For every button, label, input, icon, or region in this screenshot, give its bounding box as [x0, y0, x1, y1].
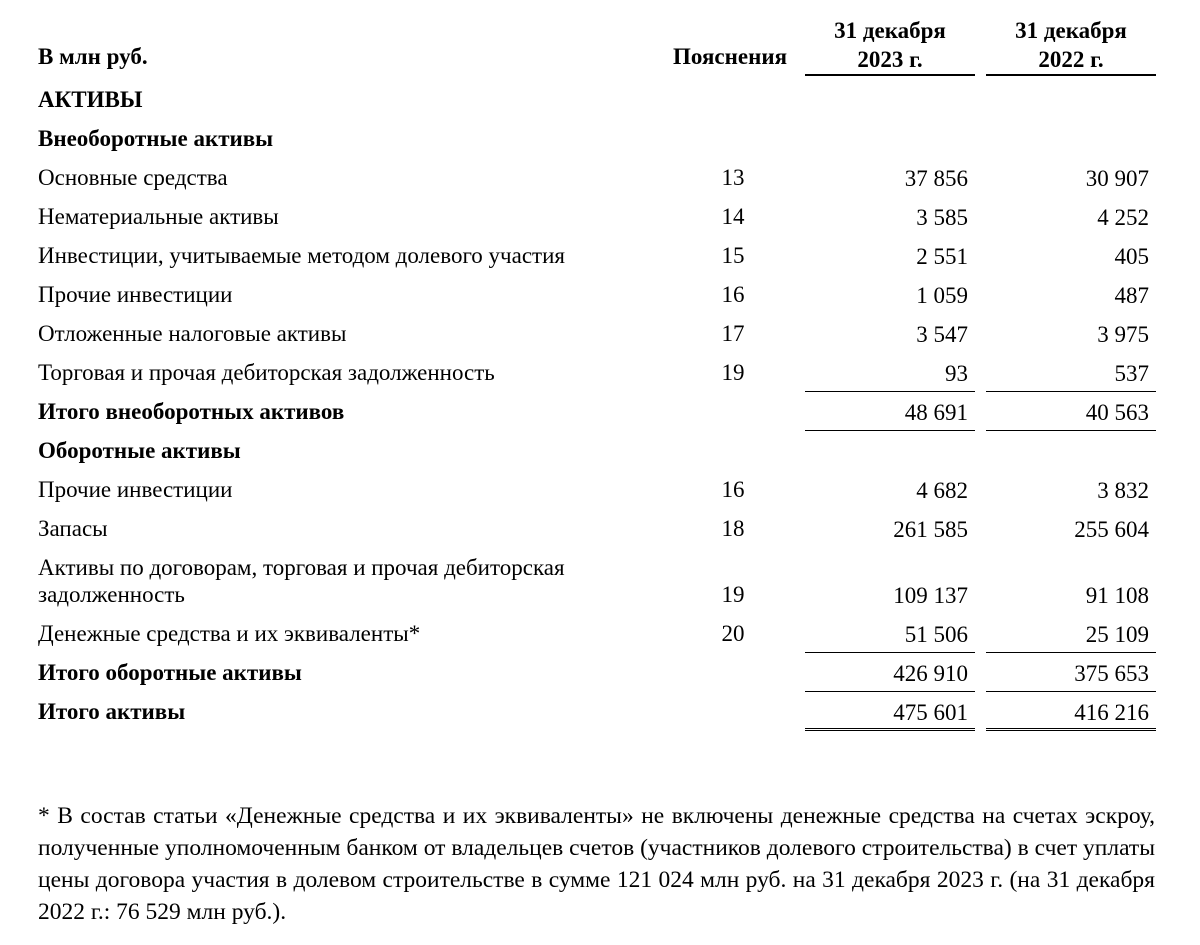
row-label: Итого внеоборотных активов	[38, 399, 345, 424]
value-2023: 1 059	[916, 283, 968, 308]
row-label: Основные средства	[38, 165, 228, 190]
row-label: Прочие инвестиции	[38, 282, 233, 307]
row-note: 17	[721, 321, 745, 346]
table-row	[38, 236, 1156, 275]
row-label-line1: Активы по договорам, торговая и прочая дебиторская	[38, 555, 565, 580]
value-2022: 416 216	[986, 698, 1156, 731]
value-2022: 91 108	[1085, 583, 1149, 608]
value-2023: 109 137	[893, 583, 968, 608]
column-header-2023	[805, 16, 975, 76]
section-title-assets	[38, 80, 1156, 119]
row-label: Внеоборотные активы	[38, 126, 274, 151]
row-label: Запасы	[38, 516, 108, 541]
value-2022: 487	[1114, 283, 1149, 308]
row-note: 16	[721, 282, 745, 307]
table-row	[38, 275, 1156, 314]
column-header-2022-line1: 31 декабря	[1015, 18, 1127, 43]
row-label: Денежные средства и их эквиваленты*	[38, 621, 421, 646]
row-label: Итого активы	[38, 699, 186, 724]
value-2022: 25 109	[986, 620, 1156, 653]
row-label: Нематериальные активы	[38, 204, 279, 229]
value-2023: 3 547	[916, 322, 968, 347]
notes-column-header: Пояснения	[673, 44, 788, 69]
value-2022: 3 975	[1097, 322, 1149, 347]
table-row	[38, 614, 1156, 653]
column-header-2023-line1: 31 декабря	[834, 18, 946, 43]
row-note: 20	[721, 621, 745, 646]
value-2022: 537	[986, 359, 1156, 392]
table-row	[38, 470, 1156, 509]
value-2022: 405	[1114, 244, 1149, 269]
table-row	[38, 197, 1156, 236]
table-row	[38, 548, 1156, 614]
table-header	[38, 0, 1156, 80]
column-header-2023-line2: 2023 г.	[857, 47, 923, 72]
footnote: * В состав статьи «Денежные средства и их эквиваленты» не включены денежные средства на счетах эскроу, полученные уполномоченным банком от владельцев счетов (участников долевого строительства) в счет уплаты цены договора участия в долевом строительстве в сумме 121 024 млн руб. на 31 декабря 2023 г. (на 31 декабря 2022 г.: 76 529 млн руб.).	[38, 803, 1155, 925]
value-2023: 475 601	[805, 698, 975, 731]
value-2022: 30 907	[1085, 166, 1149, 191]
value-2022: 4 252	[1097, 205, 1149, 230]
value-2023: 48 691	[805, 398, 975, 431]
row-note: 19	[721, 582, 745, 607]
value-2023: 93	[805, 359, 975, 392]
row-label: АКТИВЫ	[38, 87, 143, 112]
row-note: 18	[721, 516, 745, 541]
section-title-current	[38, 431, 1156, 470]
total-row-assets	[38, 692, 1156, 731]
value-2022: 3 832	[1097, 478, 1149, 503]
table-row	[38, 509, 1156, 548]
row-note: 13	[721, 165, 745, 190]
table-row	[38, 353, 1156, 392]
subtotal-row-noncurrent	[38, 392, 1156, 431]
row-note: 15	[721, 243, 745, 268]
column-header-2022	[986, 16, 1156, 76]
row-label: Итого оборотные активы	[38, 660, 302, 685]
row-label: Прочие инвестиции	[38, 477, 233, 502]
row-label-line2: задолженность	[38, 582, 185, 607]
value-2022: 375 653	[986, 659, 1156, 692]
row-note: 16	[721, 477, 745, 502]
value-2023: 426 910	[805, 659, 975, 692]
row-label: Инвестиции, учитываемые методом долевого участия	[38, 243, 565, 268]
balance-sheet	[38, 0, 1156, 731]
table-row	[38, 314, 1156, 353]
row-note: 19	[721, 360, 745, 385]
row-note: 14	[721, 204, 745, 229]
value-2023: 37 856	[904, 166, 968, 191]
table-row	[38, 158, 1156, 197]
column-header-2022-line2: 2022 г.	[1038, 47, 1104, 72]
value-2023: 2 551	[916, 244, 968, 269]
units-caption: В млн руб.	[38, 44, 148, 69]
value-2023: 3 585	[916, 205, 968, 230]
section-title-noncurrent	[38, 119, 1156, 158]
subtotal-row-current	[38, 653, 1156, 692]
row-label: Отложенные налоговые активы	[38, 321, 347, 346]
row-label	[38, 554, 638, 608]
value-2023: 51 506	[805, 620, 975, 653]
row-label: Торговая и прочая дебиторская задолженность	[38, 360, 495, 385]
value-2023: 4 682	[916, 478, 968, 503]
row-label: Оборотные активы	[38, 438, 241, 463]
value-2022: 255 604	[1074, 517, 1149, 542]
value-2023: 261 585	[893, 517, 968, 542]
value-2022: 40 563	[986, 398, 1156, 431]
